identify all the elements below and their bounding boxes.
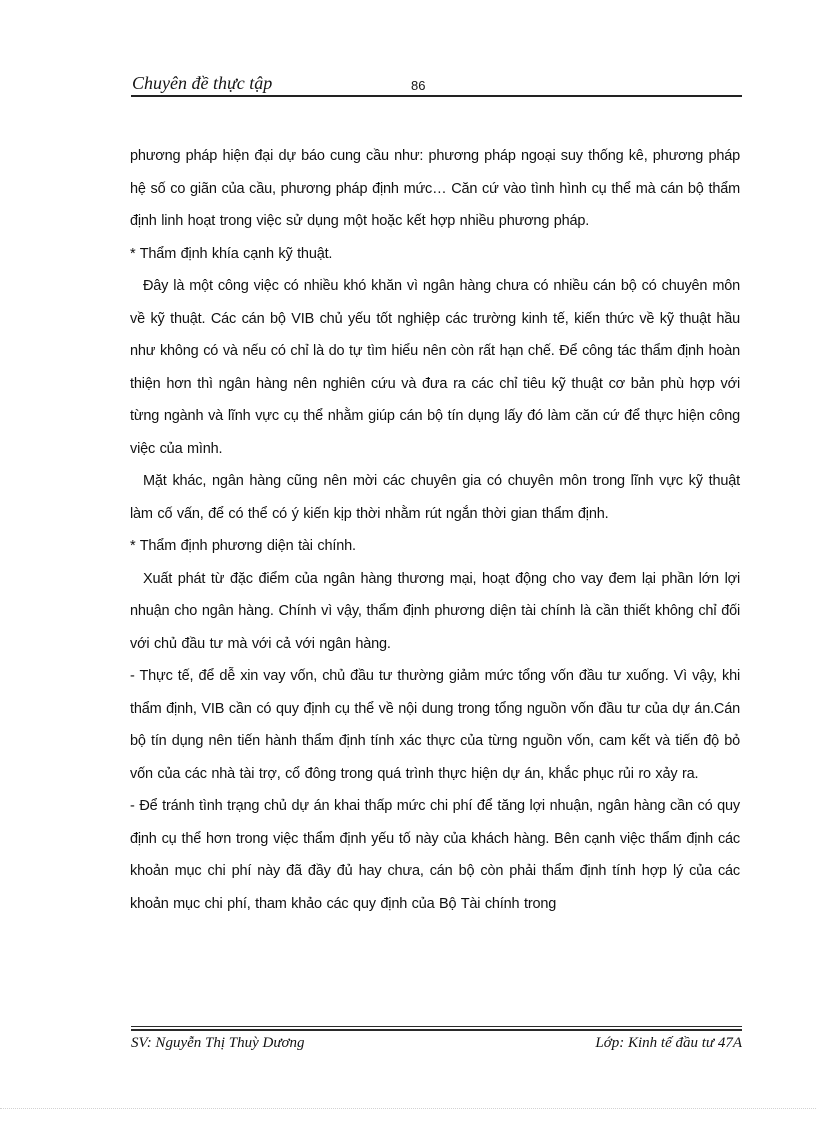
footer-class: Lớp: Kinh tế đầu tư 47A (595, 1035, 742, 1051)
page-number: 86 (411, 78, 426, 93)
paragraph-cost-verification: - Để tránh tình trạng chủ dự án khai thấp mức chi phí để tăng lợi nhuận, ngân hàng cần có quy định cụ thể hơn trong việc thẩm định yếu tố này của khách hàng. Bên cạnh việc thẩm định các khoản mục chi phí này đã đầy đủ hay chưa, cán bộ còn phải thẩm định tính hợp lý của các khoản mục chi phí, tham khảo các quy định của Bộ Tài chính trong (130, 798, 740, 912)
footer-rule-thin (131, 1026, 742, 1027)
heading-financial-appraisal: * Thẩm định phương diện tài chính. (130, 538, 356, 554)
paragraph-continuation: phương pháp hiện đại dự báo cung cầu như: phương pháp ngoại suy thống kê, phương pháp hệ số co giãn của cầu, phương pháp định mức… Căn cứ vào tình hình cụ thể mà cán bộ thẩm định linh hoạt trong việc sử dụng một hoặc kết hợp nhiều phương pháp. (130, 148, 740, 229)
heading-technical-appraisal: * Thẩm định khía cạnh kỹ thuật. (130, 245, 333, 262)
footer-author: SV: Nguyễn Thị Thuỳ Dương (131, 1035, 305, 1051)
page-header (131, 70, 742, 100)
body-text (130, 140, 740, 920)
footer-rule-thick (131, 1029, 742, 1031)
header-rule (131, 95, 742, 97)
paragraph-capital-verification: - Thực tế, để dễ xin vay vốn, chủ đầu tư thường giảm mức tổng vốn đầu tư xuống. Vì vậy, khi thẩm định, VIB cần có quy định cụ thể về nội dung trong tổng nguồn vốn đầu tư của dự án.Cán bộ tín dụng nên tiến hành thẩm định tính xác thực của từng nguồn vốn, cam kết và tiến độ bỏ vốn của các nhà tài trợ, cổ đông trong quá trình thực hiện dự án, khắc phục rủi ro xảy ra. (130, 668, 740, 782)
paragraph-technical-difficulty: Đây là một công việc có nhiều khó khăn vì ngân hàng chưa có nhiều cán bộ có chuyên môn về kỹ thuật. Các cán bộ VIB chủ yếu tốt nghiệp các trường kinh tế, kiến thức về kỹ thuật hầu như không có và nếu có chỉ là do tự tìm hiểu nên còn rất hạn chế. Để công tác thẩm định hoàn thiện hơn thì ngân hàng nên nghiên cứu và đưa ra các chỉ tiêu kỹ thuật cơ bản phù hợp với từng ngành và lĩnh vực cụ thể nhằm giúp cán bộ tín dụng lấy đó làm căn cứ để thực hiện công việc của mình. (130, 278, 740, 457)
page-footer (131, 1023, 742, 1068)
header-title: Chuyên đề thực tập (132, 73, 273, 93)
paragraph-financial-importance: Xuất phát từ đặc điểm của ngân hàng thương mại, hoạt động cho vay đem lại phần lớn lợi nhuận cho ngân hàng. Chính vì vậy, thẩm định phương diện tài chính là cần thiết không chỉ đối với chủ đầu tư mà với cả với ngân hàng. (130, 570, 740, 652)
paragraph-technical-experts: Mặt khác, ngân hàng cũng nên mời các chuyên gia có chuyên môn trong lĩnh vực kỹ thuật làm cố vấn, để có thể có ý kiến kịp thời nhằm rút ngắn thời gian thẩm định. (130, 473, 740, 522)
page-edge-dotted-line (0, 1108, 816, 1109)
